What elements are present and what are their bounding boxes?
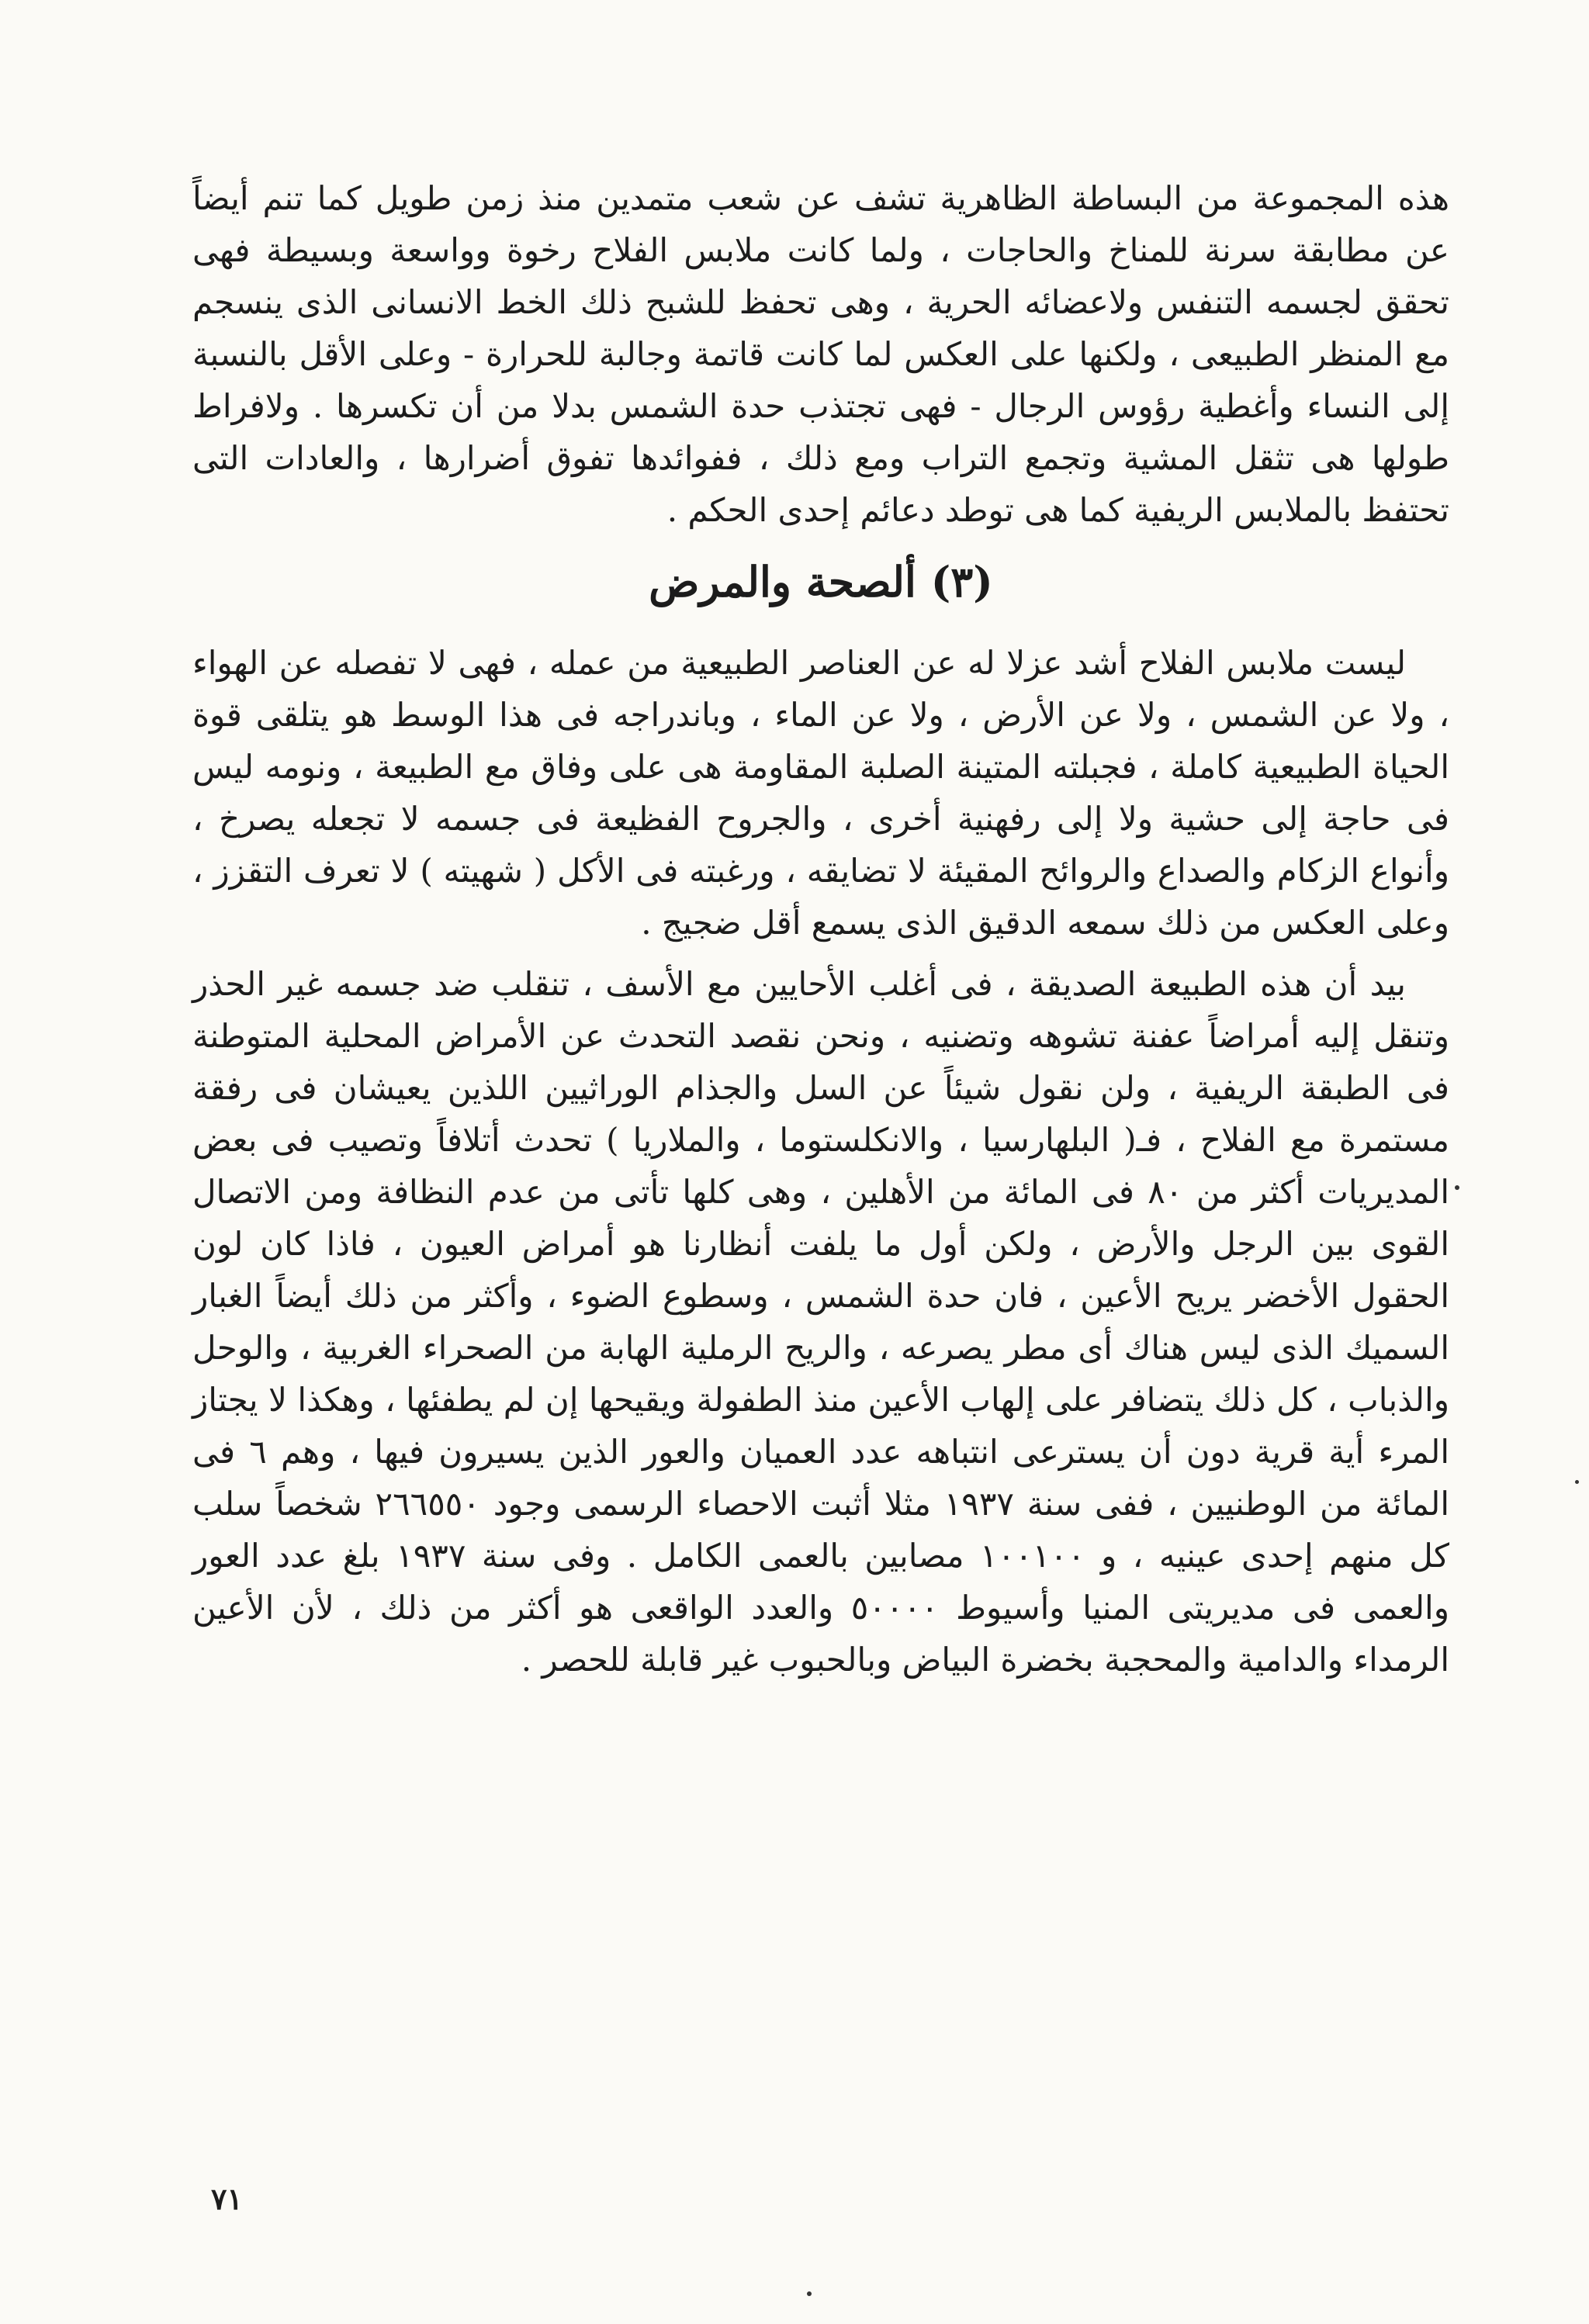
paragraph-diseases: بيد أن هذه الطبيعة الصديقة ، فى أغلب الأحايين مع الأسف ، تنقلب ضد جسمه غير الحذر وتنقل إليه أمراضاً عفنة تشوهه وتضنيه ، ونحن نقصد التحدث عن الأمراض المحلية المتوطنة فى الطبقة الريفية ، ولن نقول شيئاً عن السل والجذام الوراثيين اللذين يعيشان فى رفقة مستمرة مع الفلاح ، فـ( البلهارسيا ، والانكلستوما ، والملاريا ) تحدث أتلافاً وتصيب فى بعض المديريات أكثر من ٨٠ فى المائة من الأهلين ، وهى كلها تأتى من عدم النظافة ومن الاتصال القوى بين الرجل والأرض ، ولكن أول ما يلفت أنظارنا هو أمراض العيون ، فاذا كان لون الحقول الأخضر يريح الأعين ، فان حدة الشمس ، وسطوع الضوء ، وأكثر من ذلك أيضاً الغبار السميك الذى ليس هناك أى مطر يصرعه ، والريح الرملية الهابة من الصحراء الغربية ، والوحل والذباب ، كل ذلك يتضافر على إلهاب الأعين منذ الطفولة ويقيحها إن لم يطفئها ، وهكذا لا يجتاز المرء أية قرية دون أن يسترعى انتباهه عدد العميان والعور الذين يسيرون فيها ، وهم ٦ فى المائة من الوطنيين ، ففى سنة ١٩٣٧ مثلا أثبت الاحصاء الرسمى وجود ٢٦٦٥٥٠ شخصاً سلب كل منهم إحدى عينيه ، و ١٠٠١٠٠ مصابين بالعمى الكامل . وفى سنة ١٩٣٧ بلغ عدد العور والعمى فى مديريتى المنيا وأسيوط ٥٠٠٠٠ والعدد الواقعى هو أكثر من ذلك ، لأن الأعين الرمداء والدامية والمحجبة بخضرة البياض وبالحبوب غير قابلة للحصر . [192, 965, 1450, 1679]
page-number: ٧١ [211, 2181, 243, 2216]
scan-speck [1575, 1480, 1579, 1484]
scan-speck [1455, 1185, 1459, 1190]
paragraph-clothing: هذه المجموعة من البساطة الظاهرية تشف عن شعب متمدين منذ زمن طويل كما تنم أيضاً عن مطابقة سرنة للمناخ والحاجات ، ولما كانت ملابس الفلاح رخوة وواسعة وبسيطة فهى تحقق لجسمه التنفس ولاعضائه الحرية ، وهى تحفظ للشبح ذلك الخط الانسانى الذى ينسجم مع المنظر الطبيعى ، ولكنها على العكس لما كانت قاتمة وجالبة للحرارة - وعلى الأقل بالنسبة إلى النساء وأغطية رؤوس الرجال - فهى تجتذب حدة الشمس بدلا من أن تكسرها . ولافراط طولها هى تثقل المشية وتجمع التراب ومع ذلك ، ففوائدها تفوق أضرارها ، والعادات التى تحتفظ بالملابس الريفية كما هى توطد دعائم إحدى الحكم . [192, 179, 1449, 529]
document-page [192, 172, 1449, 2267]
paragraph-nature: ليست ملابس الفلاح أشد عزلا له عن العناصر الطبيعية من عمله ، فهى لا تفصله عن الهواء ، ولا عن الشمس ، ولا عن الأرض ، ولا عن الماء ، وباندراجه فى هذا الوسط هو يتلقى قوة الحياة الطبيعية كاملة ، فجبلته المتينة الصلبة المقاومة هى على وفاق مع الطبيعة ، ونومه ليس فى حاجة إلى حشية ولا إلى رفهنية أخرى ، والجروح الفظيعة فى جسمه لا تجعله يصرخ ، وأنواع الزكام والصداع والروائح المقيئة لا تضايقه ، ورغبته فى الأكل ( شهيته ) لا تعرف التقزز ، وعلى العكس من ذلك سمعه الدقيق الذى يسمع أقل ضجيج . [192, 644, 1449, 942]
section-heading: (٣) ألصحة والمرض [649, 557, 993, 607]
scan-speck [807, 2291, 812, 2296]
